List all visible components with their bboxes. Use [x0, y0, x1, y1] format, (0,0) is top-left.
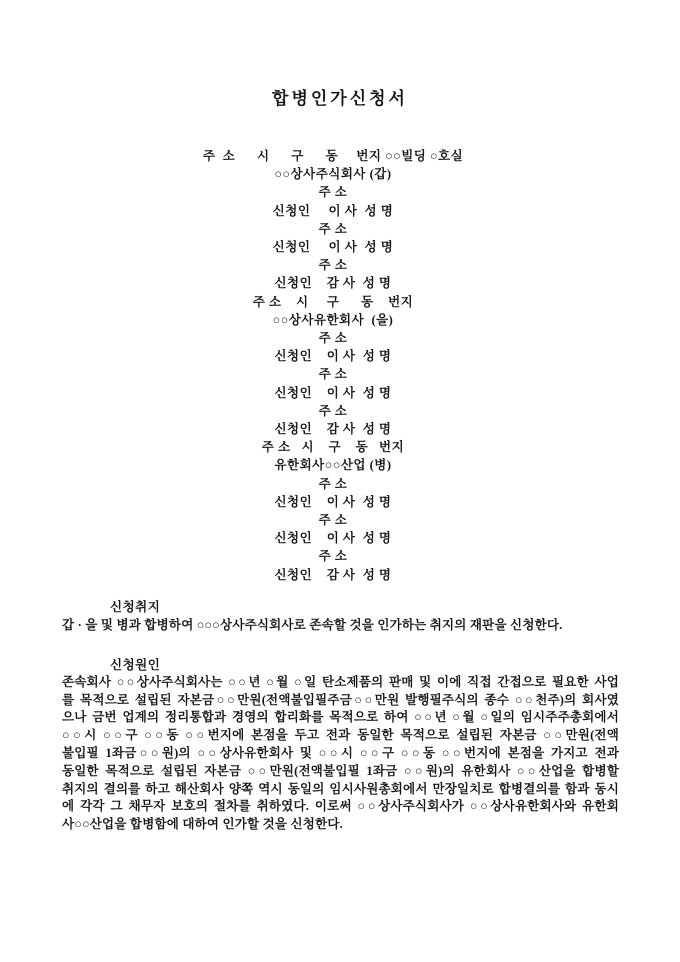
address-label: 주 소 — [318, 221, 348, 236]
applicant-director-line: 신청인 이 사 성 명 — [274, 349, 392, 364]
address-label: 주 소 — [318, 331, 348, 346]
applicant-director-line: 신청인 이 사 성 명 — [274, 494, 392, 509]
address-line-company-a: 주 소 시 구 동 번지 ○○빌딩 ○호실 — [202, 149, 464, 163]
reason-line: 취지의 결의를 하고 해산회사 양쪽 역시 동일의 임시사원총회에서 만장일치로 합병결의를 함과 동시 — [62, 781, 619, 796]
address-label: 주 소 — [318, 367, 348, 382]
address-label: 주 소 — [318, 549, 348, 564]
address-label: 주 소 — [318, 476, 348, 491]
applicant-auditor-line: 신청인 감 사 성 명 — [274, 276, 392, 291]
address-line-company-b: 주 소 시 구 동 번지 — [252, 294, 414, 309]
reason-line: 으나 금번 업계의 정리통합과 경영의 합리화를 목적으로 하여 ○○년 ○월 ○일의 임시주주총회에서 — [62, 710, 619, 725]
applicant-director-line: 신청인 이 사 성 명 — [274, 531, 392, 546]
applicant-director-line: 신청인 이 사 성 명 — [272, 203, 394, 218]
company-b-name: ○○상사유한회사 (을) — [272, 312, 394, 327]
address-label: 주 소 — [318, 258, 348, 273]
section-heading-purpose: 신청취지 — [110, 599, 161, 614]
address-label: 주 소 — [318, 185, 348, 200]
reason-line: ○○시 ○○구 ○○동 ○○번지에 본점을 두고 전과 동일한 목적으로 설립된 자본금 ○○만원(전액 — [62, 728, 619, 743]
reason-line: 동일한 목적으로 설립된 자본금 ○○만원(전액불입필 1좌금 ○○원)의 유한회사 ○○산업을 합병할 — [62, 763, 619, 778]
reason-line-last: 사○○산업을 합병함에 대하여 인가할 것을 신청한다. — [62, 817, 343, 832]
document-body — [0, 598, 680, 834]
section-heading-reason: 신청원인 — [110, 657, 161, 672]
purpose-text: 갑 · 을 및 병과 합병하여 ○○○상사주식회사로 존속할 것을 인가하는 취지의 재판을 신청한다. — [62, 617, 563, 632]
applicant-auditor-line: 신청인 감 사 성 명 — [274, 567, 392, 582]
reason-paragraph — [62, 674, 619, 834]
reason-line: 에 각각 그 채무자 보호의 절차를 취하였다. 이로써 ○○상사주식회사가 ○○상사유한회사와 유한회 — [62, 799, 619, 814]
company-a-name: ○○상사주식회사 (갑) — [274, 167, 392, 182]
address-label: 주 소 — [318, 403, 348, 418]
reason-line: 불입필 1좌금○○원)의 ○○상사유한회사 및 ○○시 ○○구 ○○동 ○○번지에 본점을 가지고 전과 — [62, 746, 619, 761]
address-label: 주 소 — [318, 513, 348, 528]
applicant-director-line: 신청인 이 사 성 명 — [274, 385, 392, 400]
company-c-name: 유한회사○○산업 (병) — [274, 458, 392, 473]
address-line-company-c: 주 소 시 구 동 번지 — [261, 440, 405, 455]
applicant-header-block — [0, 147, 680, 584]
reason-line: 를 목적으로 설립된 자본금○○만원(전액불입필주금○○만원 발행필주식의 종수 ○○천주)의 회사였 — [62, 692, 619, 707]
document-title: 합병인가신청서 — [272, 89, 408, 108]
applicant-director-line: 신청인 이 사 성 명 — [272, 240, 394, 255]
reason-line: 존속회사 ○○상사주식회사는 ○○년 ○월 ○일 탄소제품의 판매 및 이에 직접 간접으로 필요한 사업 — [62, 674, 619, 689]
applicant-auditor-line: 신청인 감 사 성 명 — [274, 422, 392, 437]
